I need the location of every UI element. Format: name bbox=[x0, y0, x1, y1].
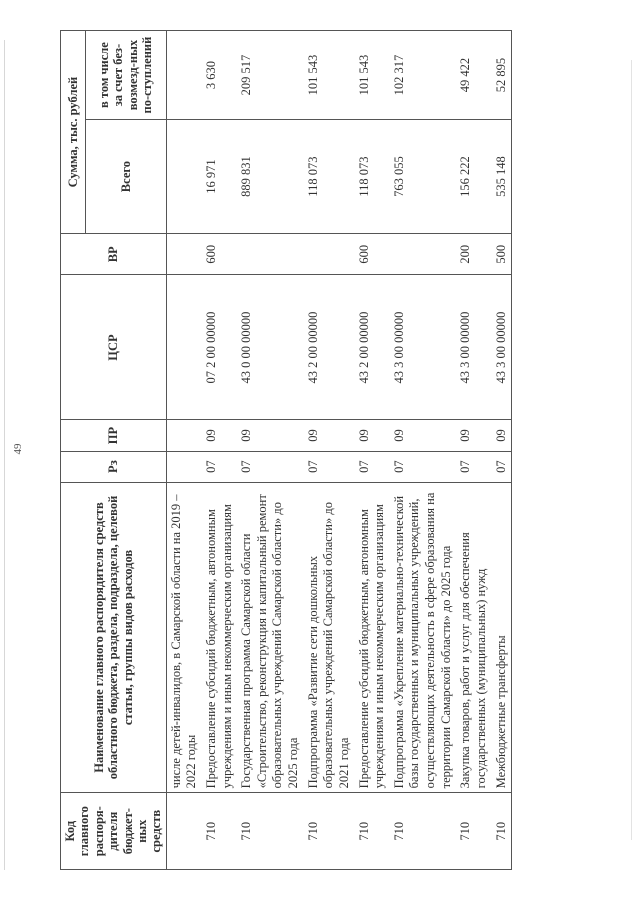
cell-rz: 07 bbox=[390, 451, 457, 482]
cell-vtom: 52 895 bbox=[492, 31, 512, 120]
cell-name: Предоставление субсидий бюджетным, автономным учреждениям и иным некоммерческим организациям bbox=[355, 482, 390, 793]
cell-csr: 43 3 00 00000 bbox=[390, 275, 457, 420]
cell-kod: 710 bbox=[390, 793, 457, 870]
table-row bbox=[456, 31, 491, 870]
cell-pr: 09 bbox=[304, 420, 355, 451]
cell-name: Подпрограмма «Развитие сети дошкольных образовательных учреждений Самарской области» до 2021 года bbox=[304, 482, 355, 793]
cell-vsego: 763 055 bbox=[390, 120, 457, 234]
cell-kod: 710 bbox=[237, 793, 304, 870]
cell-vtom: 49 422 bbox=[456, 31, 491, 120]
budget-table bbox=[60, 30, 512, 870]
cell-csr bbox=[166, 275, 202, 420]
cell-rz: 07 bbox=[492, 451, 512, 482]
header-name: Наименование главного распорядителя средств областного бюджета, раздела, подраздела, целевой статьи, группы видов расходов bbox=[61, 482, 167, 793]
cell-vr: 200 bbox=[456, 234, 491, 275]
cell-kod: 710 bbox=[202, 793, 237, 870]
cell-rz: 07 bbox=[202, 451, 237, 482]
cell-vr bbox=[166, 234, 202, 275]
table-row bbox=[355, 31, 390, 870]
cell-kod: 710 bbox=[355, 793, 390, 870]
table-row bbox=[202, 31, 237, 870]
cell-vr: 500 bbox=[492, 234, 512, 275]
cell-csr: 43 3 00 00000 bbox=[456, 275, 491, 420]
cell-pr: 09 bbox=[492, 420, 512, 451]
cell-vtom: 101 543 bbox=[355, 31, 390, 120]
cell-vsego: 118 073 bbox=[304, 120, 355, 234]
table-row bbox=[390, 31, 457, 870]
cell-rz: 07 bbox=[304, 451, 355, 482]
page-number: 49 bbox=[12, 443, 24, 455]
cell-name: Межбюджетные трансферты bbox=[492, 482, 512, 793]
cell-rz: 07 bbox=[355, 451, 390, 482]
table-row bbox=[166, 31, 202, 870]
cell-kod: 710 bbox=[304, 793, 355, 870]
cell-rz: 07 bbox=[456, 451, 491, 482]
table-row bbox=[304, 31, 355, 870]
table-row bbox=[237, 31, 304, 870]
cell-vr bbox=[304, 234, 355, 275]
cell-vsego: 16 971 bbox=[202, 120, 237, 234]
header-vr: ВР bbox=[61, 234, 167, 275]
cell-csr: 07 2 00 00000 bbox=[202, 275, 237, 420]
cell-vtom: 3 630 bbox=[202, 31, 237, 120]
cell-vr: 600 bbox=[355, 234, 390, 275]
header-kod: Код главного распоря-дителя бюджет-ных средств bbox=[61, 793, 167, 870]
scan-edge bbox=[4, 40, 5, 870]
header-pr: ПР bbox=[61, 420, 167, 451]
cell-kod: 710 bbox=[492, 793, 512, 870]
cell-kod: 710 bbox=[456, 793, 491, 870]
cell-vsego bbox=[166, 120, 202, 234]
cell-pr: 09 bbox=[390, 420, 457, 451]
cell-vtom: 102 317 bbox=[390, 31, 457, 120]
cell-name: Государственная программа Самарской области «Строительство, реконструкция и капитальный ремонт образовательных учреждений Самарской области» до 2025 года bbox=[237, 482, 304, 793]
cell-vsego: 118 073 bbox=[355, 120, 390, 234]
cell-csr: 43 0 00 00000 bbox=[237, 275, 304, 420]
cell-vr bbox=[390, 234, 457, 275]
header-row bbox=[61, 31, 86, 870]
rotated-table-wrapper bbox=[60, 30, 630, 870]
cell-pr: 09 bbox=[355, 420, 390, 451]
cell-vr: 600 bbox=[202, 234, 237, 275]
cell-vtom: 101 543 bbox=[304, 31, 355, 120]
cell-csr: 43 2 00 00000 bbox=[304, 275, 355, 420]
cell-pr: 09 bbox=[456, 420, 491, 451]
header-csr: ЦСР bbox=[61, 275, 167, 420]
header-rz: Рз bbox=[61, 451, 167, 482]
cell-vtom: 209 517 bbox=[237, 31, 304, 120]
cell-pr bbox=[166, 420, 202, 451]
cell-csr: 43 3 00 00000 bbox=[492, 275, 512, 420]
cell-vr bbox=[237, 234, 304, 275]
cell-rz bbox=[166, 451, 202, 482]
header-vsego: Всего bbox=[85, 120, 166, 234]
cell-vsego: 535 148 bbox=[492, 120, 512, 234]
cell-vsego: 889 831 bbox=[237, 120, 304, 234]
cell-name: Предоставление субсидий бюджетным, автономным учреждениям и иным некоммерческим организациям bbox=[202, 482, 237, 793]
cell-name: Закупка товаров, работ и услуг для обеспечения государственных (муниципальных) нужд bbox=[456, 482, 491, 793]
cell-pr: 09 bbox=[202, 420, 237, 451]
cell-kod bbox=[166, 793, 202, 870]
table-row bbox=[492, 31, 512, 870]
cell-csr: 43 2 00 00000 bbox=[355, 275, 390, 420]
cell-rz: 07 bbox=[237, 451, 304, 482]
cell-pr: 09 bbox=[237, 420, 304, 451]
header-summa: Сумма, тыс. рублей bbox=[61, 31, 86, 234]
cell-name: числе детей-инвалидов, в Самарской области на 2019 – 2022 годы bbox=[166, 482, 202, 793]
header-vtom: в том числе за счет без-возмезд-ных по-ступлений bbox=[85, 31, 166, 120]
cell-name: Подпрограмма «Укрепление материально-технической базы государственных и муниципальных учреждений, осуществляющих деятельность в сфере образования на территории Самарской области» до 2025 года bbox=[390, 482, 457, 793]
cell-vtom bbox=[166, 31, 202, 120]
cell-vsego: 156 222 bbox=[456, 120, 491, 234]
scan-edge bbox=[631, 60, 632, 840]
